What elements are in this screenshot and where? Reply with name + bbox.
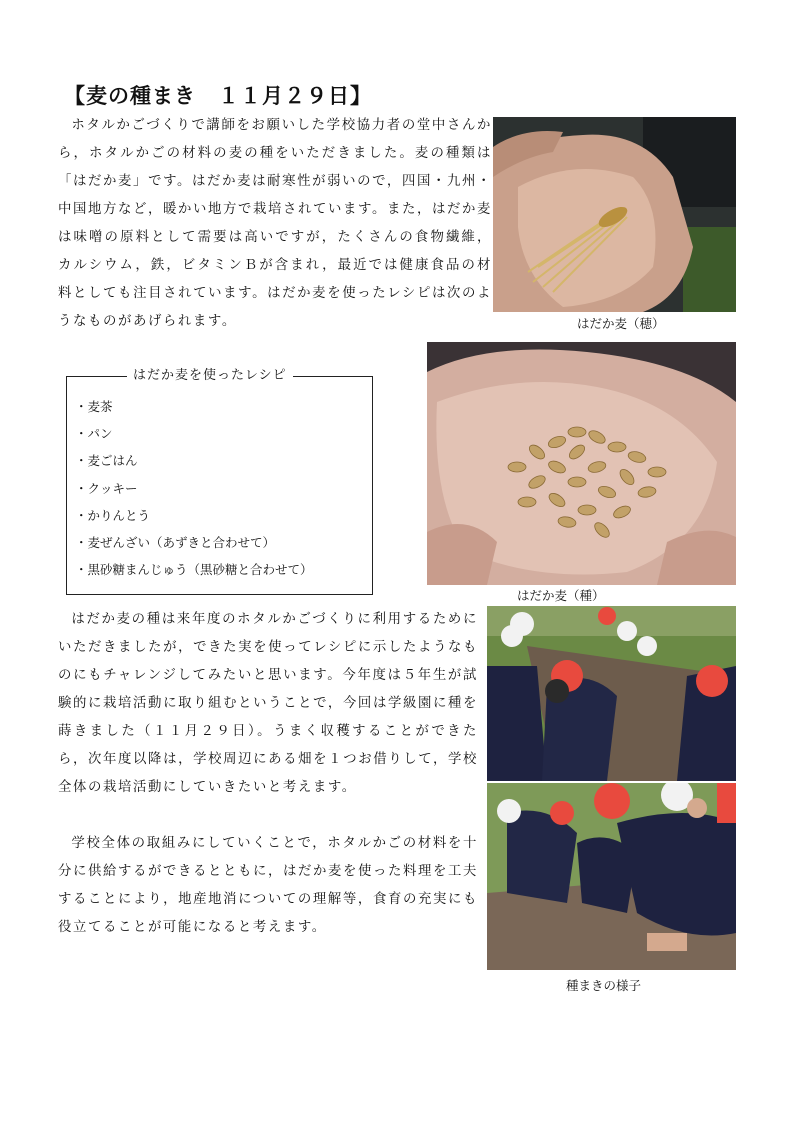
second-paragraph: はだか麦の種は来年度のホタルかごづくりに利用するためにいただきましたが，できた実を使ってレシピに示したようなものにもチャレンジしてみたいと思います。今年度は５年生が試験的に栽培活動に取り組むということで，今回は学級園に種を蒔きました（１１月２９日）。うまく収穫することができたら，次年度以降は，学校周辺にある畑を１つお借りして，学校全体の栽培活動にしていきたいと考えます。 [58, 612, 478, 795]
barley-seeds-photo [427, 342, 736, 585]
recipe-item: ・パン [75, 426, 113, 442]
barley-ear-caption: はだか麦（穂） [577, 316, 665, 331]
recipe-item: ・麦茶 [75, 399, 113, 414]
sowing-photo-1 [487, 606, 736, 781]
barley-ear-photo [493, 117, 736, 312]
recipe-box-title: はだか麦を使ったレシピ [127, 367, 293, 385]
sowing-caption: 種まきの様子 [566, 978, 642, 993]
barley-seeds-caption: はだか麦（種） [517, 588, 605, 603]
sowing-photo-2 [487, 783, 736, 970]
recipe-item: ・クッキー [75, 480, 138, 496]
third-paragraph: 学校全体の取組みにしていくことで，ホタルかごの材料を十分に供給するができるとともに，はだか麦を使った料理を工夫することにより，地産地消についての理解等，食育の充実にも役立てることが可能になると考えます。 [58, 836, 478, 935]
intro-paragraph: ホタルかごづくりで講師をお願いした学校協力者の堂中さんから，ホタルかごの材料の麦の種をいただきました。麦の種類は「はだか麦」です。はだか麦は耐寒性が弱いので，四国・九州・中国地方など，暖かい地方で栽培されています。また，はだか麦は味噌の原料として需要は高いですが，たくさんの食物繊維，カルシウム，鉄，ビタミンＢが含まれ，最近では健康食品の材料としても注目されています。はだか麦を使ったレシピは次のようなものがあげられます。 [58, 118, 492, 329]
recipe-item: ・かりんとう [75, 507, 151, 523]
recipe-list [75, 393, 313, 583]
recipe-item: ・麦ごはん [75, 453, 138, 469]
page-title: 【麦の種まき １１月２９日】 [64, 84, 372, 108]
recipe-item: ・黒砂糖まんじゅう（黒砂糖と合わせて） [75, 562, 313, 578]
recipe-item: ・麦ぜんざい（あずきと合わせて） [75, 535, 276, 551]
recipe-box [66, 368, 373, 595]
